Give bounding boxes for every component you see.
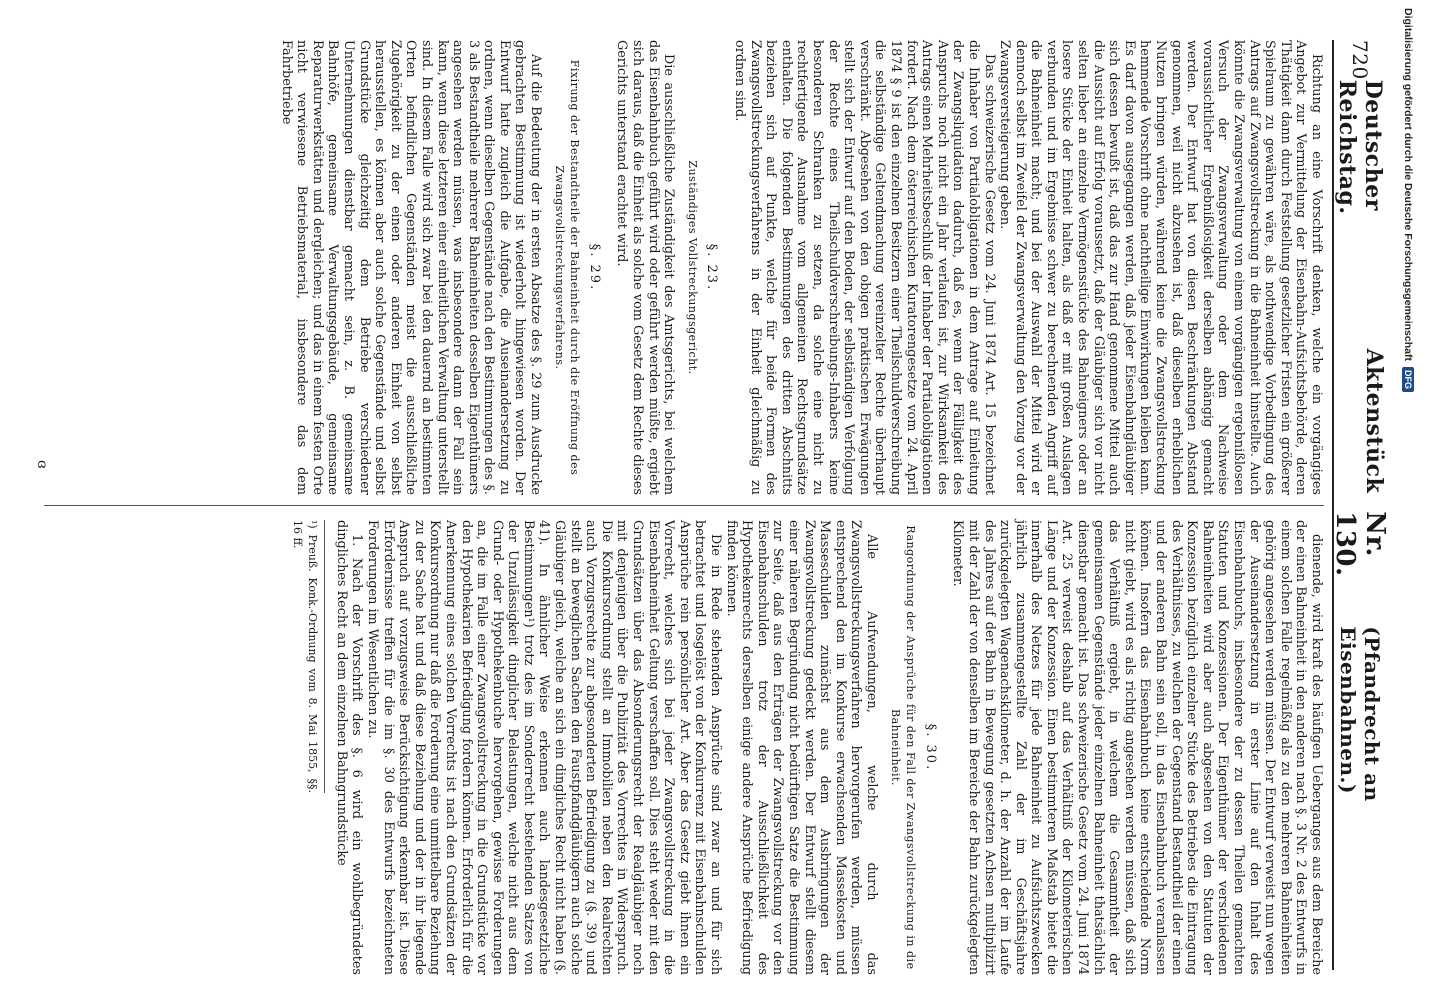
header-left-title: Deutscher Reichstag. — [1334, 79, 1386, 215]
left-column — [278, 40, 1324, 495]
paragraph: Die ausschließliche Zuständigkeit des Amtsgerichts, bei welchem das Eisenbahnbuch geführt wird oder geführt werden müßte, ergiebt sich daraus, daß die Einheit als solche vom Gesetz dem Rechte dieses Gerichts unterstand erachtet wird. — [614, 40, 677, 495]
paragraph: Alle Aufwendungen, welche durch das Zwangsvollstreckungsverfahren hervorgerufen werden, müssen entsprechend den im Konkurse erwachsenden Massekosten und Masseschulden zunächst aus dem Ausbringungen der Zwangsvollstreckung gedeckt werden. Der Entwurf stellt diesem einer näheren Begründung nicht bedürftigen Satze die Bestimmung zur Seite, daß aus den Erträgen der Zwangsvollstreckung vor den Eisenbahnschulden trotz der Ausschließlichkeit des Hypothekenrechts derselben einige andere Ansprüche Befriedigung finden können. — [723, 520, 879, 975]
column-separator — [44, 505, 1324, 506]
paragraph: Auf die Bedeutung der in ersten Absatze des §. 29 zum Ausdrucke gebrachten Bestimmung ist wiederholt hingewiesen worden. Der Entwurf hatte zugleich die Aufgabe, die Auseinandersetzung zu ordnen, wenn dieselben Gegenstände nach den Bestimmungen des §. 3 als Bestandtheile mehrerer Bahneinheiten desselben Eigenthümers angesehen werden müssen, was insbesondere dann der Fall sein kann, wenn diese letzteren einer einheitlichen Verwaltung unterstellt sind. In diesem Falle wird sich zwar bei den dauernd an bestimmten Orten befindlichen Gegenständen meist die ausschließliche Zugehörigkeit zu der einen oder anderen Einheit von selbst herausstellen, es können aber auch solche Gegenstände und selbst Grundstücke gleichzeitig dem Betriebe verschiedener Unternehmungen dienstbar gemacht sein, z. B. gemeinsame Bahnhöfe, gemeinsame Verwaltungsgebäude, gemeinsame Reparaturwerkstätten und dergleichen; und das in einem festen Orte nicht verwiesene Betriebsmaterial, insbesondere das dem Fahrbetriebe — [278, 40, 544, 495]
header-center-number: Nr. 130. — [1330, 511, 1390, 577]
section-title: §. 29. — [586, 243, 602, 292]
section-title: §. 30. — [922, 723, 938, 772]
section-title: §. 23. — [704, 243, 720, 292]
attribution-strip — [1396, 0, 1432, 1000]
attribution-text: Digitalisierung gefördert durch die Deutsche Forschungsgemeinschaft — [1402, 8, 1414, 361]
header-right-title: (Pfandrecht an Eisenbahnen.) — [1336, 626, 1384, 802]
header-center — [1330, 349, 1390, 627]
paragraph: Richtung an eine Vorschrift denken, welche ein vorgängiges Angebot zur Vermittelung der Eisenbahn-Aufsichtsbehörde, deren Thätigkeit dann durch Feststellung gesetzlicher Fristen ein größerer Spielraum zu gewähren wäre, als nothwendige Vorbedingung des Antrags auf Zwangsvollstreckung in die Bahneinheit hinstellte. Auch könnte die Zwangsverwaltung von einem vorgängigen ergebnißlosen Versuch der Zwangsverwaltung oder dem Nachweise voraussichtlicher Ergebnißlosigkeit derselben abhängig gemacht werden. Der Entwurf hat von diesen Beschränkungen Abstand genommen, weil nicht abzusehen ist, daß dieselben erheblichen Nutzen bringen würden, während keine die Zwangsvollstreckung hemmende Vorschrift ohne nachtheilige Einwirkungen bleiben kann. Es darf davon ausgegangen werden, daß jeder Eisenbahngläubiger sich dessen bewußt ist, daß das zur Hand genommene Mittel auch die Aussicht auf Erfolg voraussetzt, daß der Gläubiger sich vor nicht selten lieber an einzelne Vermögensstücke des Bahneigners oder an losere Stücke der Einheit halten, als daß er mit großen Auslagen verbunden und im Ergebnisse schwer zu berechnenden Angriff auf die Bahneinheit macht; und bei der Auswahl der Mittel wird er dennoch selbst im Zweifel der Zwangsverwaltung den Vorzug vor der Zwangsversteigerung geben. — [997, 40, 1324, 495]
paragraph: Die in Rede stehenden Ansprüche sind zwar an und für sich betrachtet und losgelöst von der Konkurrenz mit Eisenbahnschulden Ansprüche rein persönlicher Art. Aber das Gesetz giebt ihnen ein Vorrecht, welches sich bei jeder Zwangsvollstreckung in die Eisenbahneinheit Geltung verschaffen soll. Dies steht weder mit den Grundsätzen über das Absonderungsrecht der Realgläubiger noch mit denjenigen über die Publizität des Vorrechtes in Widerspruch. Die Konkursordnung stellt an Immobilien neben den Realrechten auch Vorzugsrechte zur abgesonderten Befriedigung zu (§. 39) und stellt an beweglichen Sachen den Faustpfandgläubigern auch solche Gläubiger gleich, welche an sich ein dingliches Recht nicht haben (§. 41). In ähnlicher Weise erkennen auch landesgesetzliche Bestimmungen¹) trotz des im Sonderrecht bestehenden Satzes von der Unzulässigkeit dinglicher Belastungen, welche nicht aus dem Grund- oder Hypothekenbuche hervorgehen, gewisse Forderungen an, die im Falle einer Zwangsvollstreckung in die Grundstücke vor den Hypothekarien Befriedigung fordern können. Erforderlich für die Anerkennung eines solchen Vorrechts ist nach den Grundsätzen der Konkursordnung nur daß die Forderung eine unmittelbare Beziehung zu der Sache hat und daß diese Beziehung und der in ihr liegende Anspruch auf vorzugsweise Berücksichtigung erkennbar ist. Diese Erfordernisse treffen für die im §. 30 des Entwurfs bezeichneten Forderungen im Wesentlichen zu. — [364, 520, 724, 975]
header-rule — [1332, 40, 1334, 970]
right-column — [289, 520, 1324, 975]
section-subtitle: Zuständiges Vollstreckungsgericht. — [685, 160, 699, 375]
attribution-text-row — [1390, 0, 1426, 1008]
header-center-label: Aktenstück — [1361, 348, 1387, 494]
footnote: ¹) Preuß. Konk.-Ordnung vom 8. Mai 1855, §§. 16 ff. — [289, 520, 325, 793]
running-header — [1330, 40, 1390, 970]
paragraph: Das schweizerische Gesetz vom 24. Juni 1874 Art. 15 bezeichnet die Inhaber von Partialobligationen in dem Antrage auf Einleitung der Zwangsliquidation dadurch, daß es, wenn der Fälligkeit des Anspruchs noch nicht ein Jahr verlaufen ist, zur Wirksamkeit des Antrags einen Mehrheitsbeschluß der Inhaber der Partialobligationen fordert. Nach dem österreichischen Kuratorengesetze vom 24. April 1874 § 9 ist den einzelnen Besitzern einer Theilschuldverschreibung die selbständige Geltendmachung vereinzelter Rechte überhaupt verschränkt. Abgesehen von den obigen praktischen Erwägungen stellt sich der Entwurf auf den Boden, der selbständigen Verfolgung der Rechte eines Theilschuldverschreibungs-Inhabers keine besonderen Schranken zu setzen, da solche eine nicht zu rechtfertigende Ausnahme vom allgemeinen Rechtsgrundsätze enthalten. Die folgenden Bestimmungen des dritten Abschnitts beziehen sich auf Punkte, welche für beide Formen des Zwangsvollstreckungsverfahrens in der Einheit gleichmäßig zu ordnen sind. — [732, 40, 997, 495]
page-number: 720 — [1348, 40, 1372, 80]
dfg-logo: DFG — [1402, 367, 1414, 392]
paragraph: 1. Nach der Vorschrift des §. 6 wird ein wohlbegründetes dingliches Recht an dem einzelnen Bahngrundstücke — [333, 520, 365, 975]
paragraph: dienende, wird kraft des häufigen Ueberganges aus dem Bereiche der einen Bahneinheit in den anderen nach §. 3 Nr. 2 des Entwurfs in einem solchen Falle regelmäßig als zu den mehreren Bahneinheiten gehörig angesehen werden müssen. Der Entwurf verweist nun wegen der Auseinandersetzung in erster Linie auf den Inhalt des Eisenbahnbuchs, insbesondere der zu dessen Theilen gemachten Statuten und Konzessionen. Der Eigenthümer der verschiedenen Bahneinheiten wird aber auch abgesehen von den Statuten der Konzession bezüglich einzelner Stücke des Betriebes die Eintragung des Verhältnisses, zu welchen der Gegenstand Bestandtheil der einen und der anderen Bahn sein soll, in das Eisenbahnbuch veranlassen können. Insofern das Eisenbahnbuch keine entscheidende Norm nicht giebt, wird es als richtig angesehen werden müssen, daß sich das Verhältniß ergiebt, in welchem die Gesammtheit der gemeinsamen Gegenstände jeder einzelnen Bahneinheit thatsächlich dienstbar gemacht ist. Das schweizerische Gesetz vom 24. Juni 1874 Art. 25 verweist deshalb auf das Verhältniß der Kilometerischen Länge und der Konzession. Einen bestimmteren Maßstab bietet die innerhalb des Netzes für jede Bahneinheit zu Aufsichtszwecken jährlich zusammengestellte Zahl der im Geschäftsjahre zurückgelegten Wagenachskilometer, d. h. der Anzahl der im Laufe des Jahres auf der Bahn in Bewegung gesetzten Achsen multiplizirt mit der Zahl der von denselben im Bereiche der Bahn zurückgelegten Kilometer. — [950, 520, 1324, 975]
section-subtitle: Fixirung der Bestandtheile der Bahneinheit durch die Eröffnung des Zwangsvollstreckungsverfahrens. — [552, 59, 582, 476]
section-subtitle: Rangordnung der Ansprüche für den Fall der Zwangsvollstreckung in die Bahneinheit. — [888, 525, 918, 970]
printer-mark: ɞ — [34, 460, 50, 469]
